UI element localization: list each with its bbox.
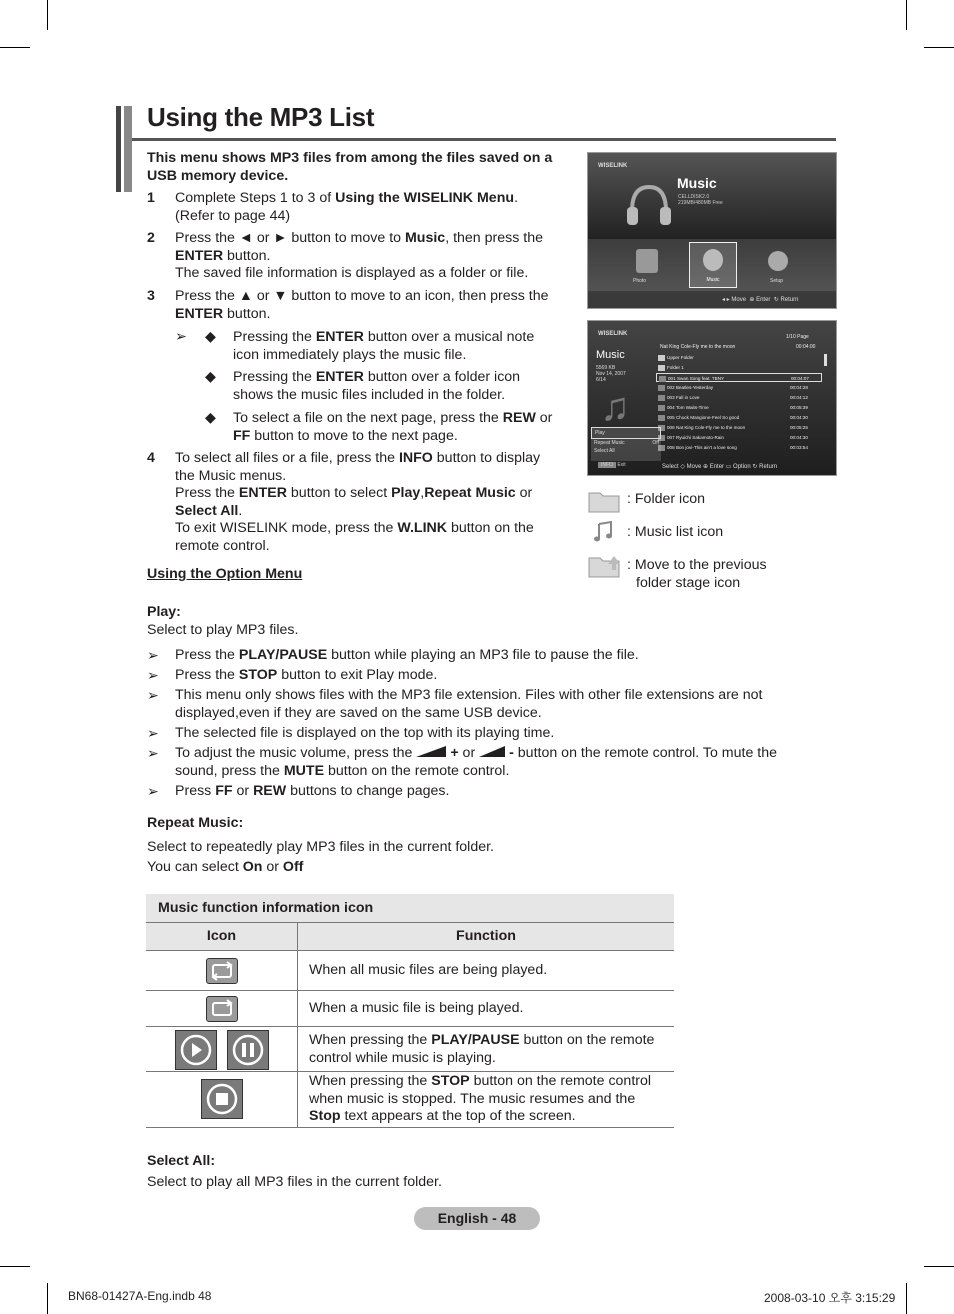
folder-icon <box>588 489 620 513</box>
option-exit[interactable]: INFO Exit <box>598 462 626 468</box>
option-menu <box>591 427 661 461</box>
folder-icon <box>658 365 665 371</box>
crop-mark <box>47 1283 48 1314</box>
note-arrow-icon: ➢ <box>175 329 187 345</box>
repeat-heading: Repeat Music: <box>147 815 244 831</box>
folder-icon <box>658 355 665 361</box>
now-playing-time: 00:04:00 <box>796 344 816 350</box>
headphones-icon <box>624 181 674 229</box>
file-duration: 00:04:30 <box>790 435 808 440</box>
table-header-function: Function <box>298 923 674 950</box>
file-duration: 00:05:39 <box>790 405 808 410</box>
file-name: 002 Beatles-Yesterday <box>667 385 714 390</box>
screen2-title: Music <box>596 349 625 361</box>
volume-icon <box>416 746 446 757</box>
table-row-1-function: When all music files are being played. <box>309 962 548 978</box>
file-row[interactable] <box>656 363 822 372</box>
scrollbar[interactable] <box>824 354 827 366</box>
music-list-icon <box>658 415 665 421</box>
table-row-3-function: When pressing the PLAY/PAUSE button on the remote control while music is playing. <box>309 1032 655 1066</box>
footer-file: BN68-01427A-Eng.indb 48 <box>68 1289 212 1303</box>
file-duration: 00:05:25 <box>790 425 808 430</box>
option-menu-heading: Using the Option Menu <box>147 566 303 582</box>
title-rule <box>132 138 836 141</box>
screen1-hints: ◂ ▸ Move ⊕ Enter ↻ Return <box>722 297 799 303</box>
repeat-text: Select to repeatedly play MP3 files in the current folder. <box>147 839 494 855</box>
select-all-heading: Select All: <box>147 1153 216 1169</box>
now-playing: Nat King Cole-Fly me to the moon <box>660 344 736 350</box>
crop-mark <box>906 1283 907 1314</box>
file-name: 008 Bon jovi-This ain't a love song <box>667 445 737 450</box>
file-row[interactable] <box>656 423 822 432</box>
previous-folder-icon <box>588 552 622 580</box>
repeat-one-icon <box>206 996 238 1022</box>
music-list-icon <box>659 376 666 382</box>
file-name: 001 Swan Song feat. TBNY <box>668 376 725 381</box>
file-duration: 00:03:54 <box>790 445 808 450</box>
music-list-icon <box>658 385 665 391</box>
file-name: Upper Folder <box>667 355 694 360</box>
music-list-icon <box>592 520 616 544</box>
screen1-item-setup[interactable]: Setup <box>770 278 784 284</box>
stop-icon <box>201 1079 243 1119</box>
screen1-item-music[interactable]: Music <box>689 242 737 288</box>
setup-icon <box>768 251 788 271</box>
crop-mark <box>924 47 954 48</box>
play-icon <box>175 1030 217 1070</box>
file-name: 004 Tom Waits-Time <box>667 405 709 410</box>
page-title: Using the MP3 List <box>147 102 375 132</box>
screen1-item-photo[interactable]: Photo <box>633 278 647 284</box>
music-note-icon: ♫ <box>600 385 630 429</box>
repeat-options: You can select On or Off <box>147 859 304 875</box>
file-row[interactable] <box>656 433 822 442</box>
play-heading: Play: <box>147 604 181 620</box>
intro-text: This menu shows MP3 files from among the files saved on a USB memory device. <box>147 150 553 184</box>
photo-icon <box>636 249 658 273</box>
repeat-all-icon <box>206 958 238 984</box>
crop-mark <box>0 47 30 48</box>
file-name: 003 Fall in Love <box>667 395 700 400</box>
select-all-text: Select to play all MP3 files in the current folder. <box>147 1174 442 1190</box>
wiselink-logo: WISELINK <box>598 163 628 169</box>
file-duration: 00:04:12 <box>790 395 808 400</box>
file-info: 5569 KB Nov 14, 2007 6/14 <box>596 365 626 383</box>
file-name: 007 Ryuichi Sakamoto-Rain <box>667 435 724 440</box>
table-row-4-function: When pressing the STOP button on the remote control when music is stopped. The music resumes and the Stop text appears at the top of the screen. <box>309 1073 652 1124</box>
crop-mark <box>906 0 907 30</box>
file-row[interactable] <box>656 393 822 402</box>
table-header-icon: Icon <box>146 923 297 950</box>
wiselink-logo: WISELINK <box>598 331 628 337</box>
file-row[interactable] <box>656 353 822 362</box>
option-repeat[interactable]: Repeat Music Off <box>594 440 659 446</box>
file-duration: 00:04:28 <box>790 385 808 390</box>
music-menu-screenshot <box>587 152 837 309</box>
crop-mark <box>924 1266 954 1267</box>
page-number-badge: English - 48 <box>414 1207 540 1230</box>
table-caption: Music function information icon <box>146 894 674 922</box>
screen1-free-space: 219MB/480MB Free <box>678 200 723 206</box>
file-row[interactable] <box>656 403 822 412</box>
title-bar-decoration <box>116 106 132 192</box>
option-play[interactable]: Play <box>591 427 661 439</box>
footer-date: 2008-03-10 오후 3:15:29 <box>764 1291 896 1305</box>
file-row[interactable] <box>656 373 822 382</box>
file-row[interactable] <box>656 443 822 452</box>
file-row[interactable] <box>656 413 822 422</box>
music-list-screenshot <box>587 320 837 476</box>
option-select-all[interactable]: Select All <box>594 448 615 454</box>
file-name: Folder 1 <box>667 365 684 370</box>
file-name: 005 Chuck Mangione-Feel So good <box>667 415 740 420</box>
file-name: 006 Nat King Cole-Fly me to the moon <box>667 425 746 430</box>
file-row[interactable] <box>656 383 822 392</box>
screen2-hints: Select ◇ Move ⊕ Enter ▭ Option ↻ Return <box>662 464 778 470</box>
file-duration: 00:04:07 <box>791 376 809 381</box>
screen1-title: Music <box>677 175 717 191</box>
table-row-2-function: When a music file is being played. <box>309 1000 524 1016</box>
crop-mark <box>47 0 48 30</box>
page-indicator: 1/10 Page <box>786 334 809 340</box>
file-duration: 00:04:30 <box>790 415 808 420</box>
crop-mark <box>0 1266 30 1267</box>
music-list-icon <box>658 405 665 411</box>
play-text: Select to play MP3 files. <box>147 622 299 638</box>
screen1-device: CELLDISK2.0 <box>678 194 710 200</box>
pause-icon <box>227 1030 269 1070</box>
file-list <box>656 353 822 453</box>
volume-icon <box>479 746 505 757</box>
music-list-icon <box>658 395 665 401</box>
